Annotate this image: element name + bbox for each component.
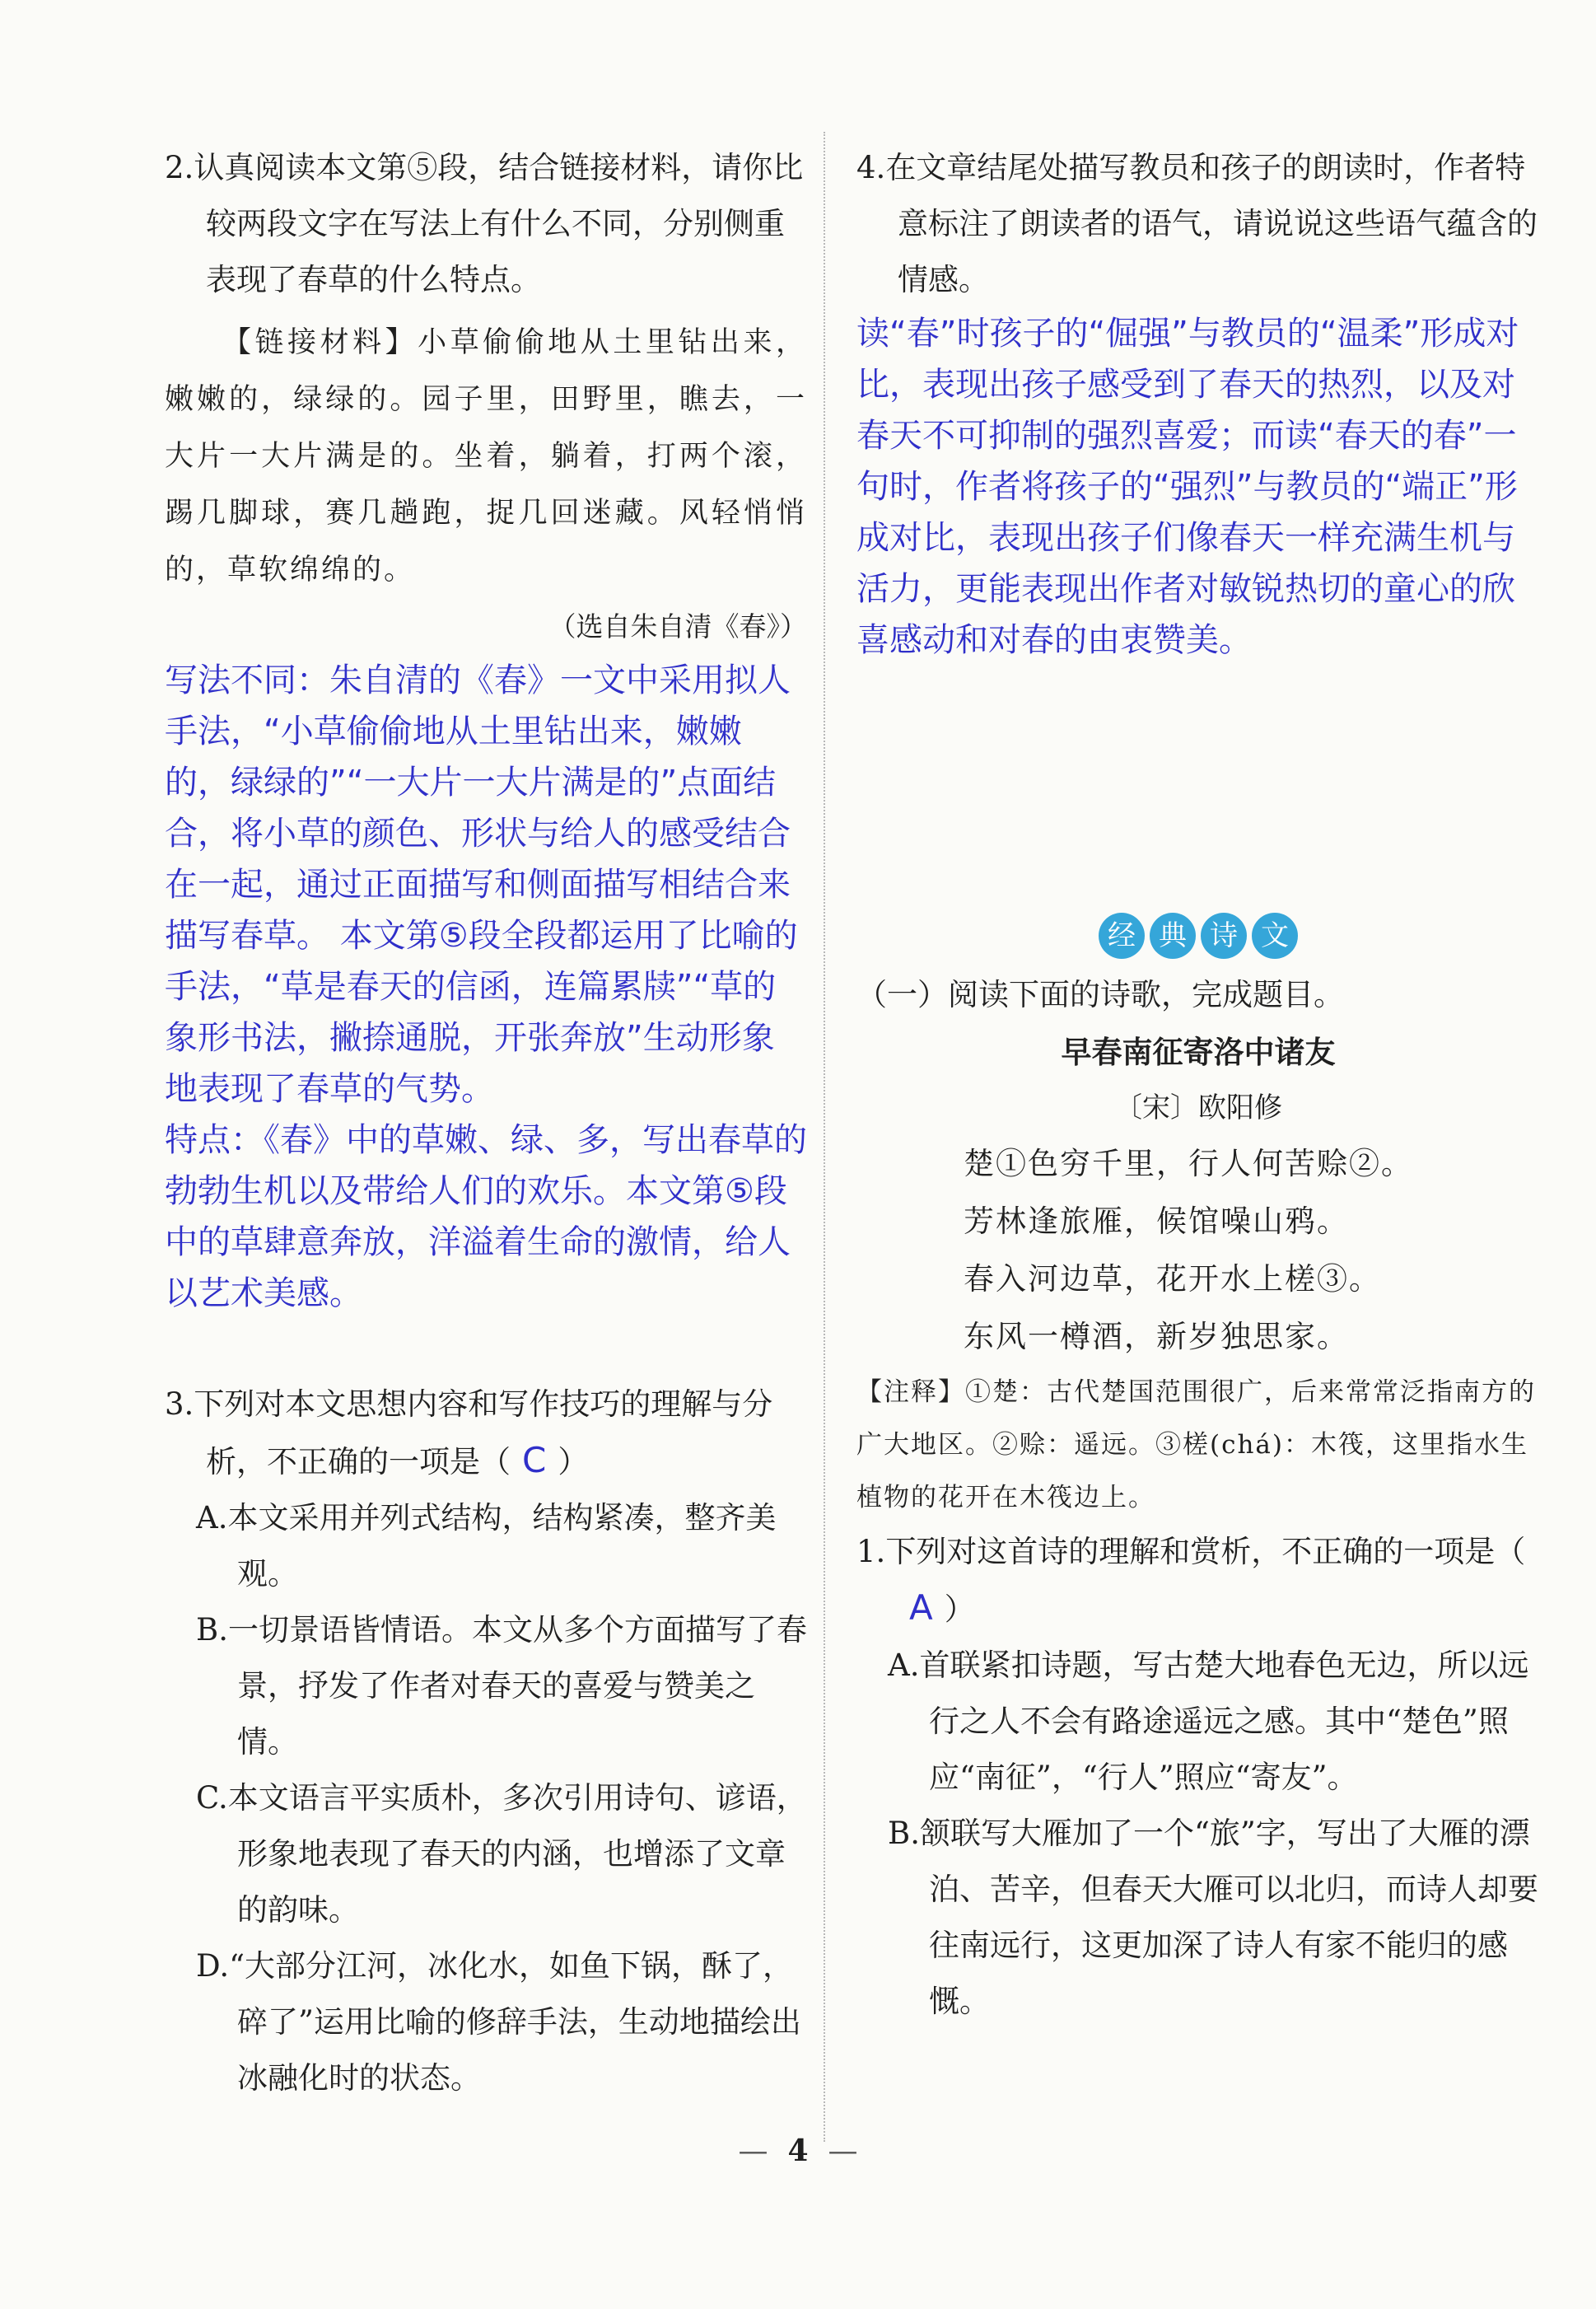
question-2 bbox=[165, 140, 807, 308]
option-d: D.“大部分江河，冰化水，如鱼下锅，酥了，碎了”运用比喻的修辞手法，生动地描绘出冰融化时的状态。 bbox=[196, 1948, 801, 2096]
poem-line: 春入河边草，花开水上槎③。 bbox=[964, 1261, 1381, 1297]
question-number: 1. bbox=[856, 1534, 886, 1569]
answer-q2-part2: 特点：《春》中的草嫩、绿、多，写出春草的勃勃生机以及带给人们的欢乐。本文第⑤段中的草肆意奔放，洋溢着生命的激情，给人以艺术美感。 bbox=[165, 1121, 807, 1312]
column-divider bbox=[824, 132, 825, 2142]
option-b: B.颔联写大雁加了一个“旅”字，写出了大雁的漂泊、苦辛，但春天大雁可以北归，而诗人却要往南远行，这更加深了诗人有家不能归的感慨。 bbox=[888, 1816, 1538, 2019]
answer-choice: A bbox=[909, 1587, 933, 1628]
answer-q4: 读“春”时孩子的“倔强”与教员的“温柔”形成对比，表现出孩子感受到了春天的热烈，以及对春天不可抑制的强烈喜爱；而读“春天的春”一句时，作者将孩子的“强烈”与教员的“端正”形成对比，表现出孩子们像春天一样充满生机与活力，更能表现出作者对敏锐热切的童心的欣喜感动和对春的由衷赞美。 bbox=[856, 315, 1519, 659]
part-intro: （一）阅读下面的诗歌，完成题目。 bbox=[856, 977, 1344, 1012]
question-text: 下列对本文思想内容和写作技巧的理解与分析，不正确的一项是（ bbox=[194, 1386, 773, 1479]
question-bracket: ） bbox=[944, 1592, 975, 1627]
poem-line: 楚①色穷千里，行人何苦赊②。 bbox=[964, 1146, 1413, 1181]
left-column bbox=[165, 140, 807, 2106]
question-text: 在文章结尾处描写教员和孩子的朗读时，作者特意标注了朗读者的语气，请说说这些语气蕴含的情感。 bbox=[885, 150, 1538, 297]
poem-notes: 【注释】①楚：古代楚国范围很广，后来常常泛指南方的广大地区。②赊：遥远。③槎(chá)：木筏，这里指水生植物的花开在木筏边上。 bbox=[856, 1377, 1536, 1512]
section-badge: 典 bbox=[1150, 913, 1196, 959]
right-column bbox=[856, 140, 1540, 2030]
section-badge: 经 bbox=[1099, 913, 1145, 959]
option-a: A.首联紧扣诗题，写古楚大地春色无边，所以远行之人不会有路途遥远之感。其中“楚色”照应“南征”，“行人”照应“寄友”。 bbox=[888, 1648, 1529, 1795]
page-number: — 4 — bbox=[738, 2134, 858, 2168]
option-c: C.本文语言平实质朴，多次引用诗句、谚语，形象地表现了春天的内涵，也增添了文章的韵味。 bbox=[196, 1780, 807, 1928]
question-text: 下列对这首诗的理解和赏析，不正确的一项是（ bbox=[885, 1534, 1526, 1569]
answer-choice: C bbox=[522, 1440, 547, 1480]
question-3 bbox=[165, 1377, 807, 1490]
poem-author: 〔宋〕欧阳修 bbox=[1114, 1091, 1282, 1124]
option-a: A.本文采用并列式结构，结构紧凑，整齐美观。 bbox=[196, 1500, 777, 1592]
question-bracket: ） bbox=[558, 1444, 589, 1479]
section-badge: 诗 bbox=[1201, 913, 1247, 959]
question-number: 4. bbox=[856, 150, 886, 185]
question-number: 2. bbox=[165, 150, 194, 185]
poem-line: 芳林逢旅雁，候馆噪山鸦。 bbox=[964, 1204, 1349, 1239]
link-material bbox=[165, 315, 807, 599]
page-number-value: 4 bbox=[787, 2134, 809, 2168]
section-header-classic-poetry bbox=[856, 913, 1540, 959]
poem-title: 早春南征寄洛中诸友 bbox=[1061, 1034, 1336, 1070]
poem-line: 东风一樽酒，新岁独思家。 bbox=[964, 1319, 1349, 1354]
question-text: 认真阅读本文第⑤段，结合链接材料，请你比较两段文字在写法上有什么不同，分别侧重表现了春草的什么特点。 bbox=[194, 150, 804, 297]
link-source: （选自朱自清《春》） bbox=[548, 610, 807, 643]
link-text: 小草偷偷地从土里钻出来，嫩嫩的，绿绿的。园子里，田野里，瞧去，一大片一大片满是的。坐着，躺着，打两个滚，踢几脚球，赛几趟跑，捉几回迷藏。风轻悄悄的，草软绵绵的。 bbox=[165, 326, 807, 587]
question-4 bbox=[856, 140, 1540, 308]
answer-q2-part1: 写法不同：朱自清的《春》一文中采用拟人 手法，“小草偷偷地从土里钻出来，嫩嫩的，绿绿的”“一大片一大片满是的”点面结合，将小草的颜色、形状与给人的感受结合在一起，通过正面描写和侧面描写相结合来描写春草。 本文第⑤段全段都运用了比喻的手法，“草是春天的信函，连篇累牍”“草的象形书法，撇捺通脱，开张奔放”生动形象地表现了春草的气势。 bbox=[165, 661, 798, 1108]
poem-question-1 bbox=[856, 1524, 1540, 1638]
section-badge: 文 bbox=[1252, 913, 1298, 959]
link-label: 【链接材料】 bbox=[222, 326, 418, 359]
question-number: 3. bbox=[165, 1386, 194, 1422]
option-b: B.一切景语皆情语。本文从多个方面描写了春景，抒发了作者对春天的喜爱与赞美之情。 bbox=[196, 1612, 807, 1760]
